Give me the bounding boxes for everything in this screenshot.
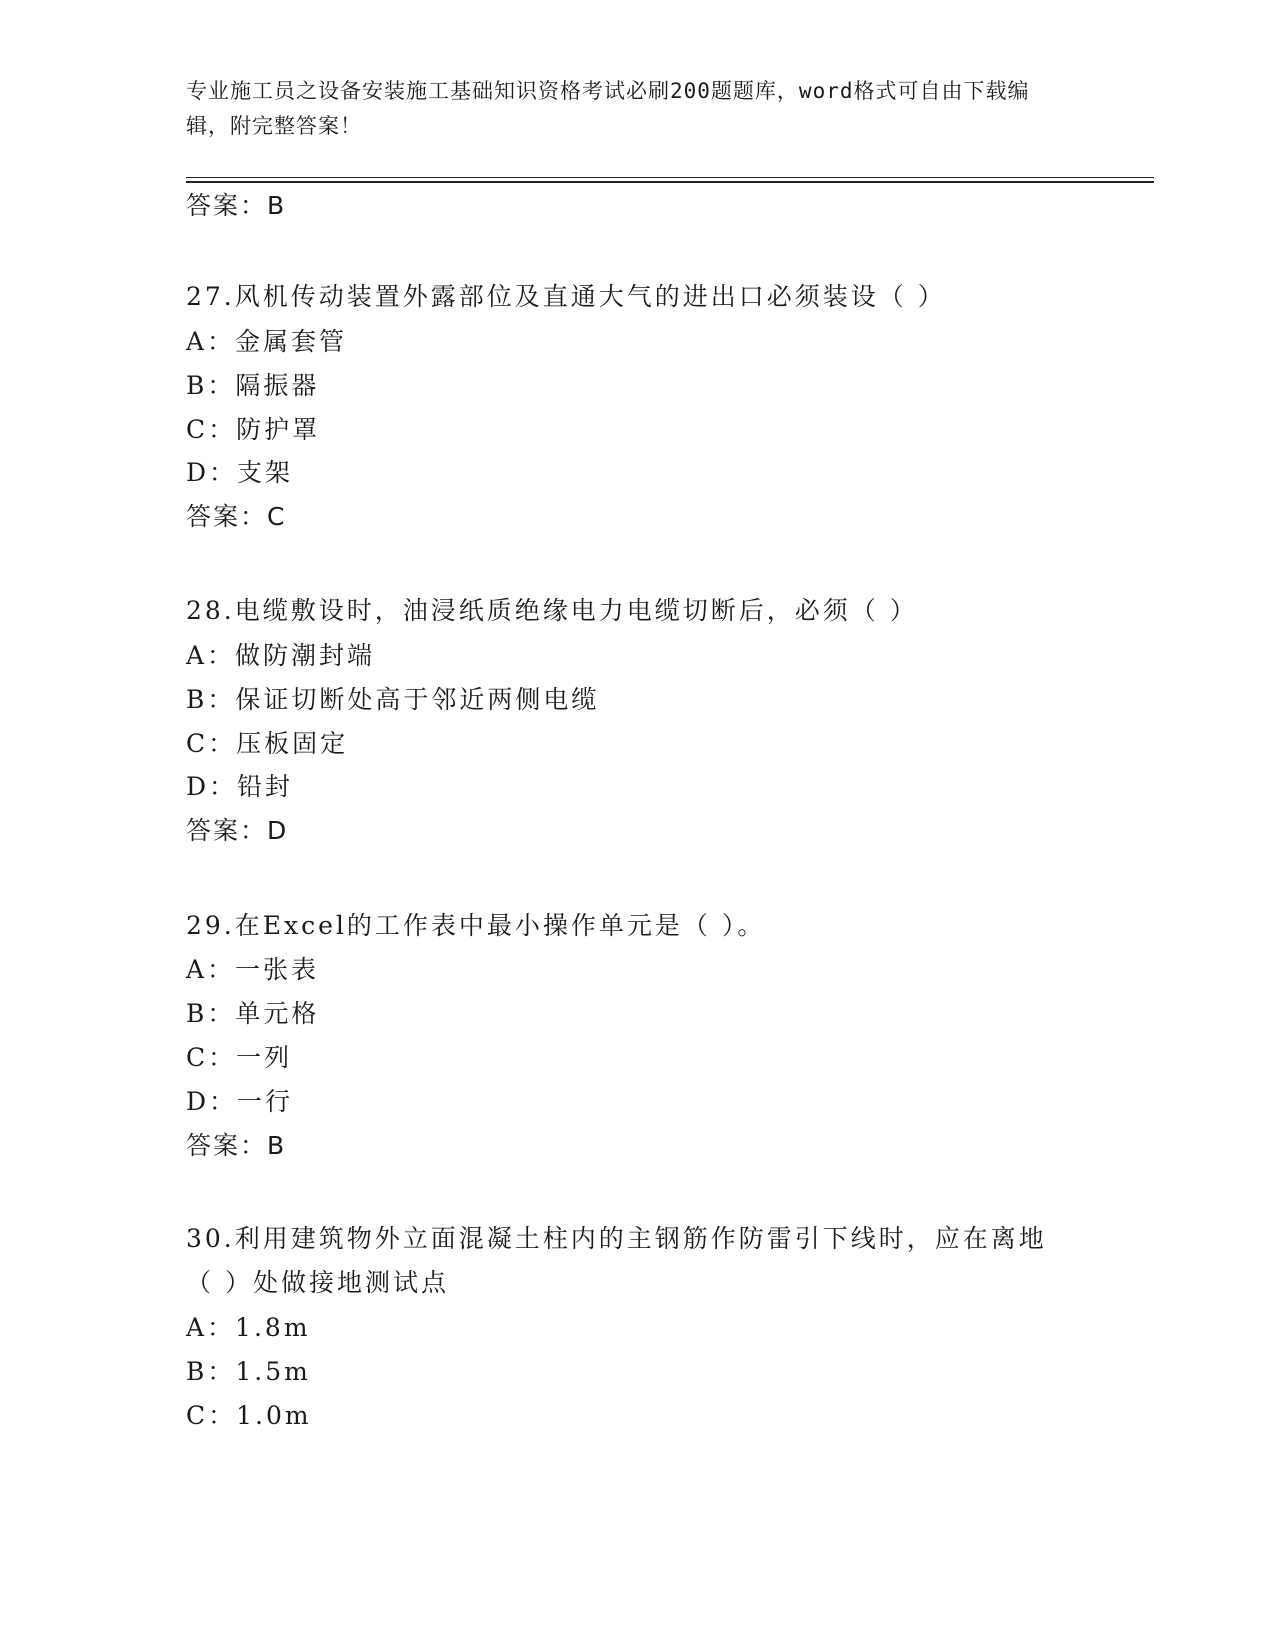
question-30-text-line1: 30.利用建筑物外立面混凝土柱内的主钢筋作防雷引下线时，应在离地 (186, 1224, 1047, 1253)
question-27-option-c: C：防护罩 (186, 415, 321, 444)
question-30-option-c: C：1.0m (186, 1401, 312, 1430)
question-29-text: 29.在Excel的工作表中最小操作单元是（ ）。 (186, 911, 766, 940)
question-27-option-a: A：金属套管 (186, 327, 348, 356)
answer-26: 答案：B (186, 191, 287, 220)
question-27-option-d: D：支架 (186, 458, 294, 487)
answer-27: 答案：C (186, 502, 287, 531)
question-27-option-b: B：隔振器 (186, 371, 320, 400)
question-28-option-c: C：压板固定 (186, 729, 349, 758)
question-29-option-b: B：单元格 (186, 999, 320, 1028)
question-29-option-a: A：一张表 (186, 955, 320, 984)
question-28-option-d: D：铅封 (186, 772, 294, 801)
question-27-text: 27.风机传动装置外露部位及直通大气的进出口必须装设（ ） (186, 282, 946, 311)
question-30-text-line2: （ ）处做接地测试点 (186, 1268, 449, 1297)
answer-28: 答案：D (186, 816, 289, 845)
question-30-option-a: A：1.8m (186, 1313, 311, 1342)
header-divider-thick (186, 181, 1154, 183)
header-divider-thin (186, 177, 1154, 178)
question-28-text: 28.电缆敷设时，油浸纸质绝缘电力电缆切断后，必须（ ） (186, 596, 918, 625)
question-30-option-b: B：1.5m (186, 1357, 311, 1386)
document-header: 专业施工员之设备安装施工基础知识资格考试必刷200题题库，word格式可自由下载编辑，附完整答案！ (186, 79, 1030, 138)
question-28-option-b: B：保证切断处高于邻近两侧电缆 (186, 685, 600, 714)
question-29-option-c: C：一列 (186, 1043, 293, 1072)
question-29-option-d: D：一行 (186, 1087, 294, 1116)
question-28-option-a: A：做防潮封端 (186, 641, 376, 670)
answer-29: 答案：B (186, 1131, 287, 1160)
